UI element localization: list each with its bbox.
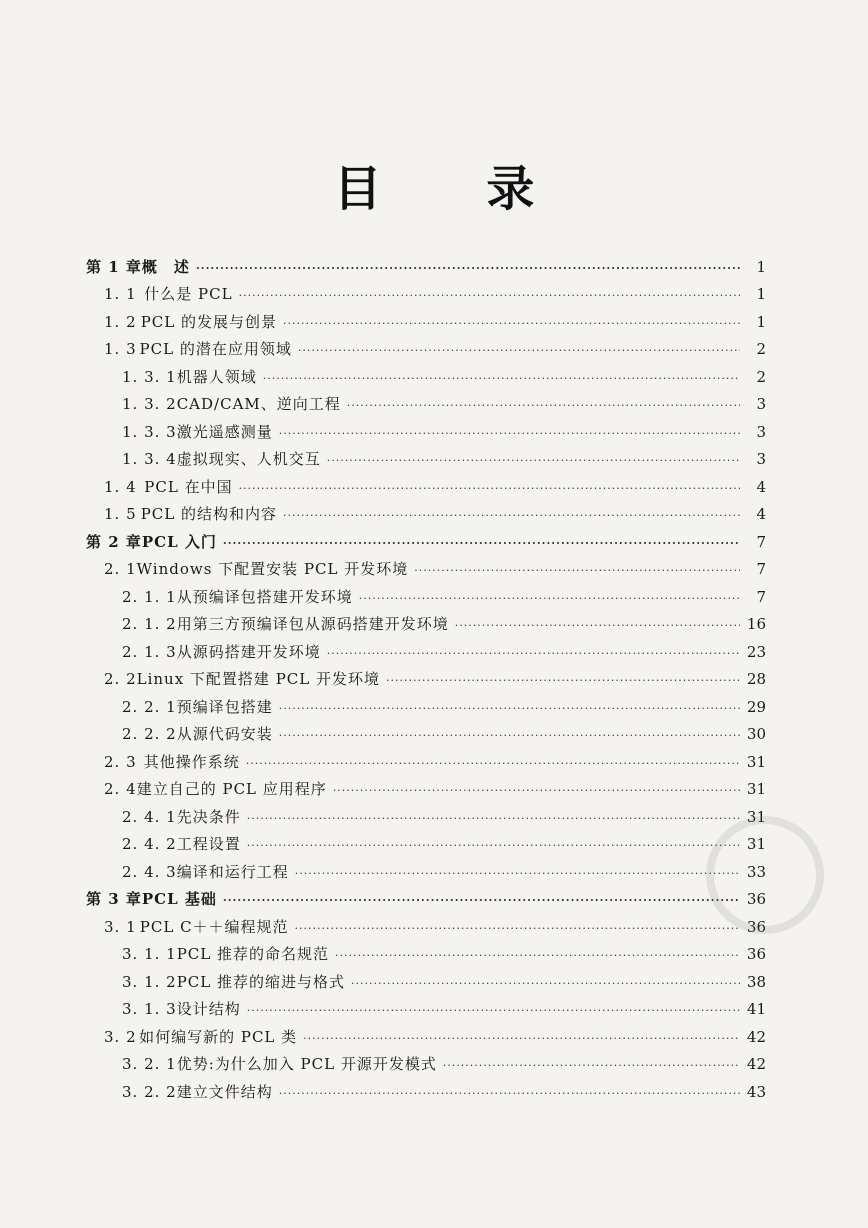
- entry-number: 第 3 章: [86, 890, 142, 908]
- entry-title: 从预编译包搭建开发环境: [176, 587, 353, 606]
- dot-leader: [386, 674, 740, 688]
- entry-page-number: 33: [746, 862, 766, 881]
- entry-title: PCL 的结构和内容: [140, 505, 278, 523]
- entry-number: 2. 3: [104, 752, 137, 771]
- entry-number: 1. 1: [104, 285, 137, 303]
- dot-leader: [455, 619, 740, 633]
- entry-page-number: 7: [756, 560, 766, 578]
- entry-page-number: 31: [746, 807, 766, 826]
- dot-leader: [327, 647, 740, 661]
- dot-leader: [414, 564, 740, 578]
- section-entry: [86, 991, 766, 1019]
- page-title: 目 录: [333, 161, 579, 217]
- dot-leader: [347, 399, 740, 413]
- dot-leader: [263, 372, 740, 386]
- entry-page-number: 42: [746, 1055, 766, 1073]
- entry-number: 2. 4. 2: [122, 835, 177, 853]
- entry-page-number: 3: [756, 395, 766, 413]
- section-entry: [86, 716, 766, 744]
- entry-number: 3. 2. 1: [122, 1055, 177, 1073]
- entry-page-number: 1: [756, 285, 766, 303]
- entry-page-number: 38: [746, 972, 766, 991]
- entry-title: 从源码搭建开发环境: [176, 642, 321, 661]
- entry-title: Linux 下配置搭建 PCL 开发环境: [136, 670, 380, 688]
- entry-title: 优势:为什么加入 PCL 开源开发模式: [176, 1055, 437, 1073]
- entry-page-number: 2: [756, 340, 766, 358]
- entry-number: 1. 3. 2: [122, 395, 177, 413]
- entry-page-number: 2: [756, 367, 766, 386]
- entry-title: 建立文件结构: [176, 1082, 273, 1101]
- dot-leader: [335, 949, 740, 963]
- dot-leader: [196, 262, 740, 276]
- entry-page-number: 28: [746, 670, 766, 688]
- entry-number: 第 1 章: [86, 257, 142, 276]
- entry-number: 2. 2: [104, 670, 137, 688]
- entry-number: 3. 2. 2: [122, 1082, 177, 1101]
- dot-leader: [295, 867, 740, 881]
- entry-title: 建立自己的 PCL 应用程序: [136, 780, 327, 798]
- entry-page-number: 31: [746, 780, 766, 798]
- section-entry: [86, 1018, 766, 1046]
- entry-page-number: 3: [756, 422, 766, 441]
- dot-leader: [303, 1032, 740, 1046]
- entry-page-number: 1: [756, 312, 766, 331]
- dot-leader: [223, 537, 740, 551]
- section-entry: [86, 413, 766, 441]
- entry-title: 设计结构: [176, 1000, 241, 1018]
- table-of-contents: [86, 248, 766, 1101]
- entry-number: 3. 2: [104, 1027, 137, 1046]
- entry-title: 什么是 PCL: [144, 285, 233, 303]
- section-entry: [86, 441, 766, 469]
- chapter-entry: [86, 248, 766, 276]
- entry-title: Windows 下配置安装 PCL 开发环境: [136, 560, 409, 578]
- entry-number: 3. 1. 1: [122, 945, 177, 963]
- section-entry: [86, 606, 766, 634]
- entry-page-number: 29: [746, 697, 766, 716]
- dot-leader: [298, 344, 740, 358]
- dot-leader: [283, 317, 740, 331]
- entry-number: 2. 1: [104, 560, 137, 578]
- dot-leader: [359, 592, 740, 606]
- dot-leader: [223, 894, 740, 908]
- entry-title: PCL 推荐的命名规范: [176, 945, 330, 963]
- entry-page-number: 4: [756, 477, 766, 496]
- section-entry: [86, 633, 766, 661]
- entry-page-number: 41: [746, 1000, 766, 1018]
- dot-leader: [327, 454, 740, 468]
- entry-page-number: 1: [756, 257, 766, 276]
- entry-page-number: 43: [746, 1082, 766, 1101]
- entry-number: 2. 1. 3: [122, 642, 177, 661]
- entry-number: 1. 3: [104, 340, 137, 358]
- entry-page-number: 36: [746, 917, 766, 936]
- entry-title: PCL 入门: [141, 532, 217, 551]
- entry-title: 如何编写新的 PCL 类: [139, 1027, 298, 1046]
- entry-title: 用第三方预编译包从源码搭建开发环境: [176, 615, 449, 633]
- entry-number: 1. 3. 1: [122, 367, 177, 386]
- section-entry: [86, 963, 766, 991]
- section-entry: [86, 1073, 766, 1101]
- section-entry: [86, 771, 766, 799]
- section-entry: [86, 688, 766, 716]
- dot-leader: [333, 784, 740, 798]
- section-entry: [86, 551, 766, 579]
- section-entry: [86, 496, 766, 524]
- entry-title: 概 述: [141, 257, 190, 276]
- dot-leader: [295, 922, 740, 936]
- dot-leader: [247, 812, 740, 826]
- entry-number: 2. 4. 3: [122, 862, 177, 881]
- section-entry: [86, 358, 766, 386]
- entry-number: 1. 3. 3: [122, 422, 177, 441]
- section-entry: [86, 908, 766, 936]
- entry-page-number: 31: [746, 835, 766, 853]
- section-entry: [86, 798, 766, 826]
- dot-leader: [279, 1087, 740, 1101]
- entry-page-number: 23: [746, 642, 766, 661]
- entry-number: 第 2 章: [86, 532, 142, 551]
- entry-page-number: 4: [756, 505, 766, 523]
- watermark-stamp: [700, 800, 830, 950]
- entry-number: 1. 5: [104, 505, 137, 523]
- entry-title: PCL 的发展与创景: [140, 312, 278, 331]
- section-entry: [86, 276, 766, 304]
- entry-title: PCL 的潜在应用领域: [139, 340, 292, 358]
- entry-title: 虚拟现实、人机交互: [176, 450, 321, 468]
- section-entry: [86, 331, 766, 359]
- dot-leader: [247, 1004, 740, 1018]
- entry-page-number: 3: [756, 450, 766, 468]
- entry-title: 先决条件: [176, 807, 241, 826]
- dot-leader: [247, 839, 740, 853]
- entry-number: 1. 4: [104, 477, 137, 496]
- section-entry: [86, 468, 766, 496]
- entry-title: 预编译包搭建: [176, 697, 273, 716]
- entry-page-number: 42: [746, 1027, 766, 1046]
- entry-number: 2. 1. 1: [122, 587, 177, 606]
- entry-page-number: 7: [756, 587, 766, 606]
- chapter-entry: [86, 881, 766, 909]
- entry-number: 1. 3. 4: [122, 450, 177, 468]
- watermark-graphic: [700, 800, 830, 950]
- section-entry: [86, 386, 766, 414]
- dot-leader: [279, 427, 740, 441]
- entry-title: 其他操作系统: [143, 752, 240, 771]
- entry-number: 2. 1. 2: [122, 615, 177, 633]
- section-entry: [86, 826, 766, 854]
- entry-page-number: 16: [746, 615, 766, 633]
- entry-title: 机器人领域: [176, 367, 257, 386]
- entry-title: 从源代码安装: [176, 725, 273, 743]
- entry-title: PCL 基础: [141, 890, 217, 908]
- section-entry: [86, 661, 766, 689]
- entry-title: 激光遥感测量: [176, 422, 273, 441]
- entry-title: PCL 推荐的缩进与格式: [176, 972, 346, 991]
- dot-leader: [279, 729, 740, 743]
- entry-number: 1. 2: [104, 312, 137, 331]
- dot-leader: [246, 757, 740, 771]
- entry-title: CAD/CAM、逆向工程: [176, 395, 341, 413]
- entry-page-number: 30: [746, 725, 766, 743]
- entry-number: 2. 2. 1: [122, 697, 177, 716]
- entry-page-number: 36: [746, 945, 766, 963]
- section-entry: [86, 743, 766, 771]
- entry-number: 3. 1: [104, 917, 137, 936]
- dot-leader: [443, 1059, 740, 1073]
- entry-title: 编译和运行工程: [176, 862, 289, 881]
- entry-title: PCL 在中国: [144, 477, 233, 496]
- entry-number: 3. 1. 2: [122, 972, 177, 991]
- dot-leader: [239, 482, 740, 496]
- entry-number: 2. 4: [104, 780, 137, 798]
- section-entry: [86, 1046, 766, 1074]
- dot-leader: [283, 509, 740, 523]
- entry-number: 2. 2. 2: [122, 725, 177, 743]
- entry-number: 3. 1. 3: [122, 1000, 177, 1018]
- entry-page-number: 36: [746, 890, 766, 908]
- entry-page-number: 7: [756, 532, 766, 551]
- dot-leader: [279, 702, 740, 716]
- entry-number: 2. 4. 1: [122, 807, 177, 826]
- section-entry: [86, 853, 766, 881]
- section-entry: [86, 936, 766, 964]
- chapter-entry: [86, 523, 766, 551]
- entry-page-number: 31: [746, 752, 766, 771]
- section-entry: [86, 303, 766, 331]
- entry-title: 工程设置: [176, 835, 241, 853]
- section-entry: [86, 578, 766, 606]
- entry-title: PCL C＋＋编程规范: [139, 917, 289, 936]
- dot-leader: [239, 289, 740, 303]
- dot-leader: [351, 977, 740, 991]
